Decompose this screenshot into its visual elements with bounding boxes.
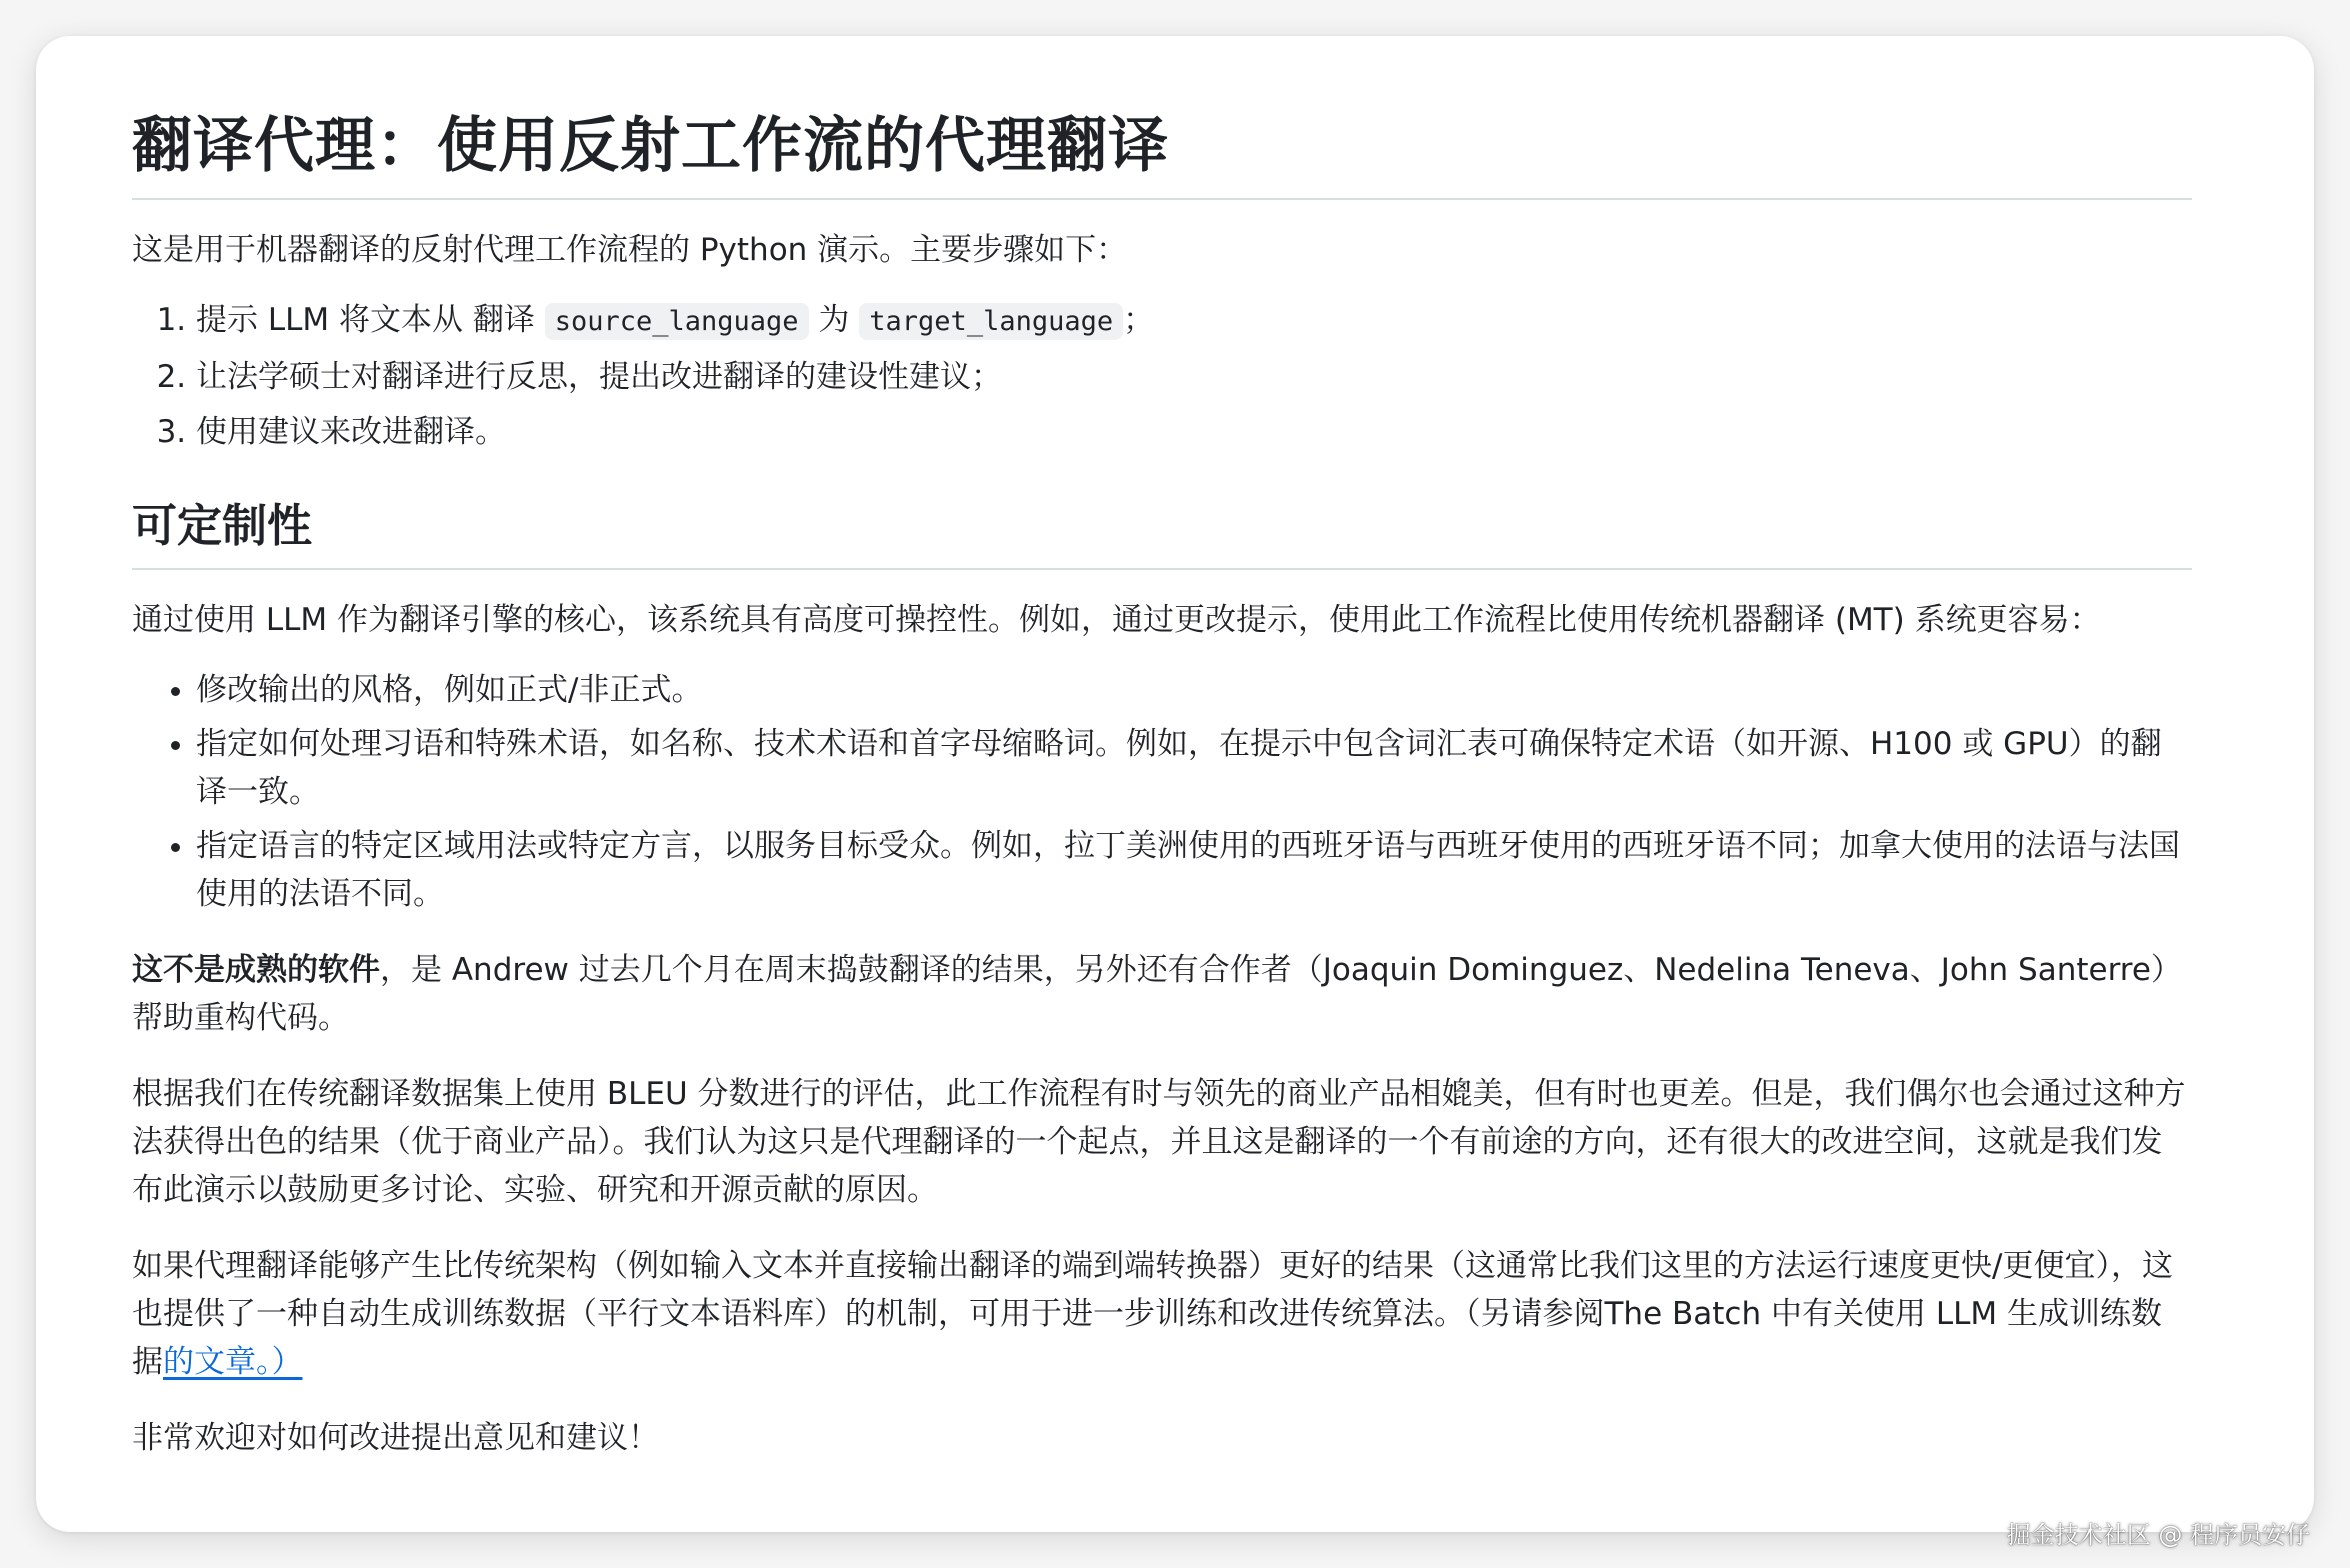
step-1-suffix: ； xyxy=(1123,302,1155,338)
evaluation-paragraph: 根据我们在传统翻译数据集上使用 BLEU 分数进行的评估，此工作流程有时与领先的商业产品相媲美，但有时也更差。但是，我们偶尔也会通过这种方法获得出色的结果（优于商业产品）。我们认为这只是代理翻译的一个起点，并且这是翻译的一个有前途的方向，还有很大的改进空间，这就是我们发布此演示以鼓励更多讨论、实验、研究和开源贡献的原因。 xyxy=(132,1076,2186,1208)
page-title: 翻译代理：使用反射工作流的代理翻译 xyxy=(132,106,2192,200)
step-item-3: 3. 使用建议来改进翻译。 xyxy=(196,408,2192,456)
customizability-bullets xyxy=(132,666,2192,918)
training-data-paragraph xyxy=(132,1242,2192,1386)
disclaimer-paragraph xyxy=(132,946,2192,1042)
steps-list xyxy=(132,296,2192,456)
disclaimer-text: ，是 Andrew 过去几个月在周末捣鼓翻译的结果，另外还有合作者（Joaquin Dominguez、Nedelina Teneva、John Santerre）帮助重构代码。 xyxy=(132,952,2182,1036)
step-1-prefix: 提示 LLM 将文本从 翻译 xyxy=(196,302,545,338)
welcome-paragraph: 非常欢迎对如何改进提出意见和建议！ xyxy=(132,1420,659,1456)
target-language-code: target_language xyxy=(859,303,1123,340)
intro-paragraph: 这是用于机器翻译的反射代理工作流程的 Python 演示。主要步骤如下： xyxy=(132,232,1128,268)
step-1-mid: 为 xyxy=(808,302,860,338)
bullet-item: • 指定语言的特定区域用法或特定方言，以服务目标受众。例如，拉丁美洲使用的西班牙语与西班牙使用的西班牙语不同；加拿大使用的法语与法国使用的法语不同。 xyxy=(196,822,2192,918)
step-item-2: 2. 让法学硕士对翻译进行反思，提出改进翻译的建设性建议； xyxy=(196,353,2192,401)
article-link[interactable]: 的文章。） xyxy=(163,1344,303,1380)
source-language-code: source_language xyxy=(545,303,809,340)
watermark: 掘金技术社区 @ 程序员安仔 xyxy=(2006,1521,2310,1549)
training-data-text: 如果代理翻译能够产生比传统架构（例如输入文本并直接输出翻译的端到端转换器）更好的结果（这通常比我们这里的方法运行速度更快/更便宜），这也提供了一种自动生成训练数据（平行文本语料库）的机制，可用于进一步训练和改进传统算法。（另请参阅The Batch 中有关使用 LLM 生成训练数据 xyxy=(132,1248,2173,1380)
bullet-item: • 指定如何处理习语和特殊术语，如名称、技术术语和首字母缩略词。例如，在提示中包含词汇表可确保特定术语（如开源、H100 或 GPU）的翻译一致。 xyxy=(196,720,2192,816)
customizability-intro: 通过使用 LLM 作为翻译引擎的核心，该系统具有高度可操控性。例如，通过更改提示，使用此工作流程比使用传统机器翻译 (MT) 系统更容易： xyxy=(132,602,2101,638)
readme-content xyxy=(132,76,2192,1462)
step-item-1 xyxy=(196,296,2192,346)
bullet-item: • 修改输出的风格，例如正式/非正式。 xyxy=(196,666,2192,714)
section-heading-customizability: 可定制性 xyxy=(132,496,2192,570)
disclaimer-bold: 这不是成熟的软件 xyxy=(132,952,380,988)
document-card xyxy=(36,36,2314,1532)
